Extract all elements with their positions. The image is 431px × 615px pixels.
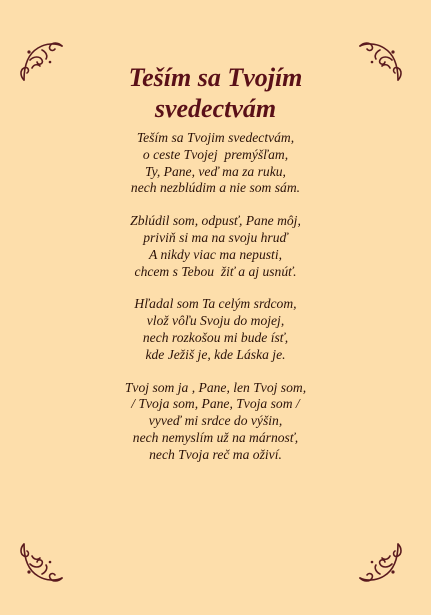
verse-line: Hľadal som Ta celým srdcom, (134, 296, 297, 312)
verse-line: nech rozkošou mi bude ísť, (142, 329, 289, 345)
verse-line: vlož vôľu Svoju do mojej, (146, 313, 285, 329)
poem-title-line-2: svedectvám (154, 94, 277, 123)
verse-line: / Tvoja som, Pane, Tvoja som / (131, 396, 300, 412)
verse-line: chcem s Tebou žiť a aj usnúť. (134, 263, 297, 279)
verse-line: nech Tvoja reč ma oživí. (149, 446, 282, 462)
stanza-3 (0, 296, 431, 363)
stanza-1 (0, 130, 431, 197)
verse-line: kde Ježiš je, kde Láska je. (145, 346, 286, 362)
verse-line: vyveď mi srdce do výšin, (148, 413, 283, 429)
flourish-corner-icon (356, 540, 402, 586)
verse-line: Zblúdil som, odpusť, Pane môj, (130, 213, 301, 229)
verse-line: o ceste Tvojej premýšľam, (142, 146, 289, 162)
verse-line: A nikdy viac ma nepusti, (148, 246, 282, 262)
poem-body (0, 130, 431, 480)
poem-title-line-1: Teším sa Tvojím (128, 63, 303, 92)
flourish-corner-icon (20, 540, 66, 586)
stanza-2 (0, 213, 431, 280)
verse-line: nech nemyslím už na márnosť, (132, 429, 299, 445)
verse-line: Tvoj som ja , Pane, len Tvoj som, (124, 379, 307, 395)
verse-line: priviň si ma na svoju hruď (143, 229, 288, 245)
poem-title (0, 62, 431, 124)
verse-line: Ty, Pane, veď ma za ruku, (145, 163, 286, 179)
stanza-4 (0, 380, 431, 464)
verse-line: nech nezblúdim a nie som sám. (130, 180, 301, 196)
verse-line: Teším sa Tvojim svedectvám, (136, 130, 295, 145)
